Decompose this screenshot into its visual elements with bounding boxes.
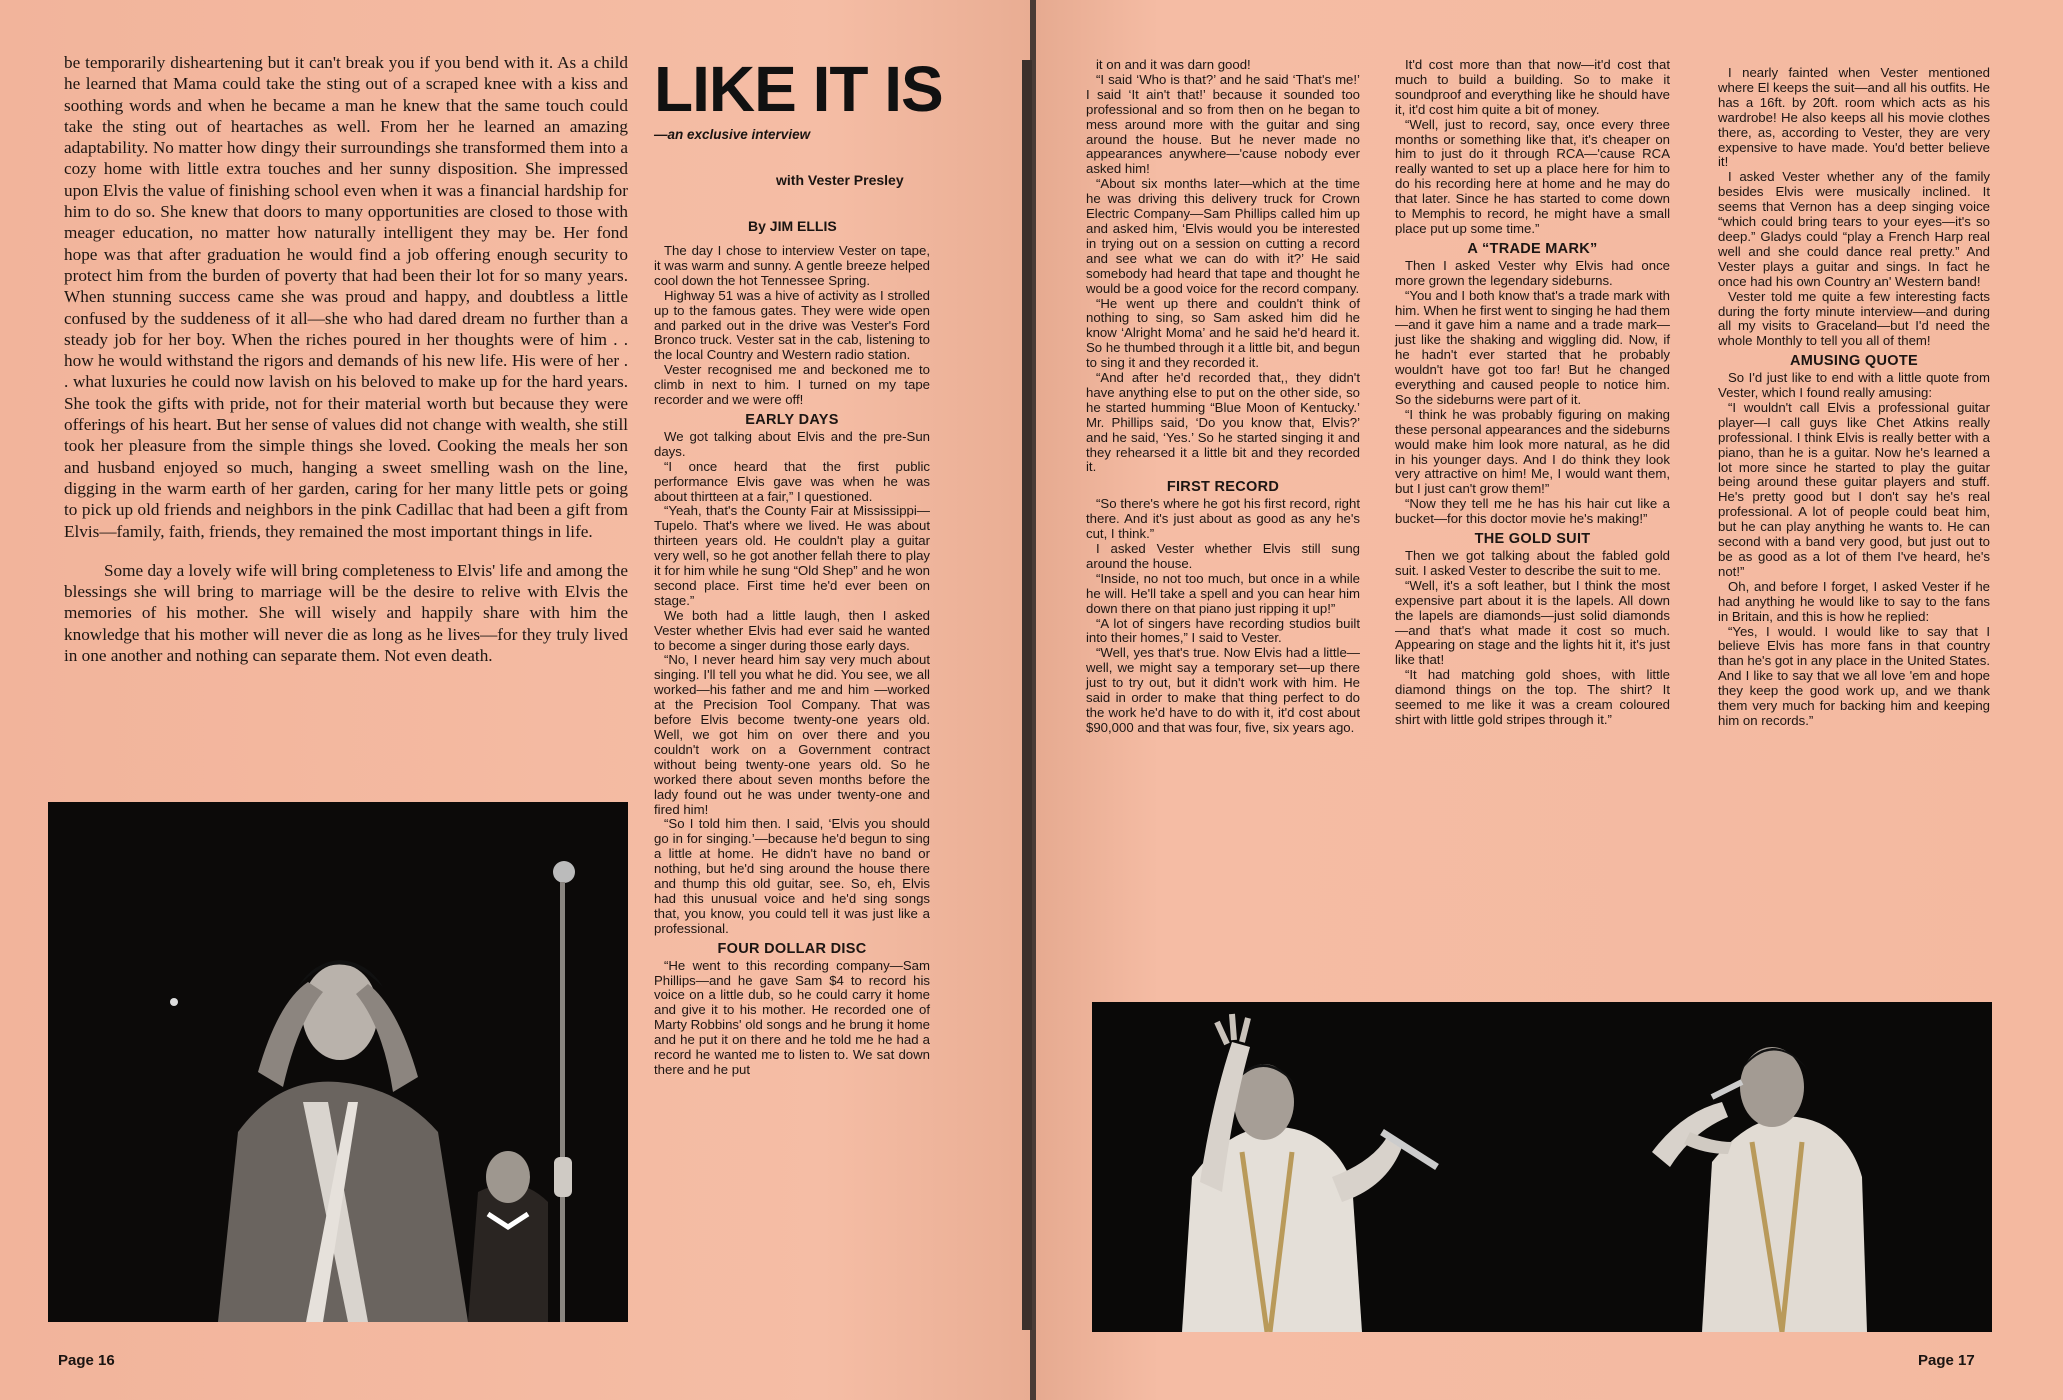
interview-paragraph: So I'd just like to end with a little quote from Vester, which I found really amusing: xyxy=(1718,370,1990,401)
interview-paragraph: Oh, and before I forget, I asked Vester if he had anything he would like to say to the fans in Britain, and this is how he replied: xyxy=(1718,578,1990,624)
interview-paragraph: “Now they tell me he has his hair cut like a bucket—for this doctor movie he's making!” xyxy=(1395,496,1670,527)
right-page xyxy=(1036,0,2063,1400)
concert-photo-left xyxy=(48,802,628,1322)
interview-paragraph: I nearly fainted when Vester mentioned where El keeps the suit—and all his outfits. He has a 16ft. by 20ft. room which acts as his wardrobe! He also keeps all his movie clothes there, as, according to Vester, they are very expensive to have made. You'd better believe it! xyxy=(1718,65,1990,170)
interview-paragraph: I asked Vester whether any of the family besides Elvis were musically inclined. It seems that Vernon has a deep singing voice “which could bring tears to your eyes—it's so deep.” Gladys could “play a French Harp real well and she could dance real pretty.” And Vester plays a guitar and sings. In fact he once had his own Country an' Western band! xyxy=(1718,169,1990,289)
section-heading: A “TRADE MARK” xyxy=(1467,240,1598,257)
interview-paragraph: Highway 51 was a hive of activity as I strolled up to the famous gates. They were wide open and parked out in the drive was Vester's Ford Bronco truck. Vester sat in the cab, listening to the local Country and Western radio station. xyxy=(654,287,930,363)
article-with: with Vester Presley xyxy=(776,172,904,188)
interview-paragraph: It'd cost more than that now—it'd cost that much to build a building. So to make it soundproof and everything like he should have it, it'd cost him quite a bit of money. xyxy=(1395,57,1670,117)
page-number: Page 16 xyxy=(58,1352,115,1369)
interview-paragraph: “It had matching gold shoes, with little diamond things on the top. The shirt? It seemed to me like it was a cream coloured shirt with little gold stripes through it.” xyxy=(1395,667,1670,727)
interview-paragraph: The day I chose to interview Vester on tape, it was warm and sunny. A gentle breeze helped cool down the hot Tennessee Spring. xyxy=(654,243,930,288)
interview-paragraph: “Well, just to record, say, once every three months or something like that, it's cheaper on him to just do it through RCA—'cause RCA really wanted to set up a place here for him to do his recording here at home and he may do that later. Since he has started to come down to Memphis to record, he might have a small place put up some time.” xyxy=(1395,116,1670,236)
interview-paragraph: “A lot of singers have recording studios built into their homes,” I said to Vester. xyxy=(1086,615,1360,646)
article-subtitle: —an exclusive interview xyxy=(654,127,811,142)
jumpsuit-performers-illustration xyxy=(1092,1002,1992,1332)
interview-paragraph: “Yeah, that's the County Fair at Mississippi—Tupelo. That's where we lived. He was about thirteen years old. He couldn't play a guitar very well, so he got another fellah there to play it for him while he sung “Old Shep” and he won second place. First time he'd ever been on stage.” xyxy=(654,503,930,608)
interview-paragraph: “You and I both know that's a trade mark with him. When he first went to singing he had them—and it gave him a name and a trade mark—just like the shaking and wiggling did. Now, if he hadn't ever started that he probably wouldn't have got too far! But he changed everything and caused people to notice him. So the sideburns were part of it. xyxy=(1395,287,1670,407)
interview-column xyxy=(654,244,930,1078)
gutter-shadow xyxy=(1022,60,1032,1330)
article-byline: By JIM ELLIS xyxy=(748,218,837,234)
section-heading: FOUR DOLLAR DISC xyxy=(717,940,867,957)
interview-paragraph: “Yes, I would. I would like to say that I believe Elvis has more fans in that country than he's got in any place in the United States. And I like to say that we all love 'em and hope they keep the good work up, and we thank them very much for backing him and keeping him on records.” xyxy=(1718,623,1990,728)
essay-paragraph: Some day a lovely wife will bring completeness to Elvis' life and among the blessings she will bring to marriage will be the desire to relive with Elvis the memories of his mother. She will wisely and happily share with him the knowledge that his mother will never die as long as he lives—for they truly lived in one another and nothing can separate them. Not even death. xyxy=(64,560,628,666)
interview-paragraph: “About six months later—which at the time he was driving this delivery truck for Crown Electric Company—Sam Phillips called him up and asked him, ‘Elvis would you be interested in trying out on a session on cutting a record and see what we can do with it?’ He said somebody had heard that tape and thought he would be a good voice for the record company. xyxy=(1086,176,1360,296)
section-heading: THE GOLD SUIT xyxy=(1474,531,1591,548)
interview-column-3 xyxy=(1718,66,1990,729)
interview-paragraph: Then we got talking about the fabled gold suit. I asked Vester to describe the suit to me. xyxy=(1395,548,1670,578)
interview-paragraph: “I said ‘Who is that?’ and he said ‘That's me!’ I said ‘It ain't that!’ because it sounded too professional and so from then on he began to mess around more with the guitar and sing around the house. But he never made no appearances anywhere—'cause nobody ever asked him! xyxy=(1086,71,1360,177)
interview-paragraph: “I think he was probably figuring on making these personal appearances and the sideburns would make him look more natural, as he did in his younger days. And I do think they look very attractive on him! Me, I would want them, but I just can't grow them!” xyxy=(1395,406,1670,497)
interview-paragraph: “So there's where he got his first record, right there. And it's just about as good as any he's cut, I think.” xyxy=(1086,496,1360,542)
interview-paragraph: Then I asked Vester why Elvis had once more grown the legendary sideburns. xyxy=(1395,257,1670,288)
interview-paragraph: “He went up there and couldn't think of nothing to sing, so Sam asked him did he know ‘Alright Moma’ and he said he'd heard it. So he thumbed through it a little bit, and begun to sing it and they recorded it. xyxy=(1086,295,1360,371)
section-heading: AMUSING QUOTE xyxy=(1790,353,1918,370)
interview-paragraph: “I wouldn't call Elvis a professional guitar player—I call guys like Chet Atkins really professional. I think Elvis is really better with a piano, than he is a guitar. Now he's learned a lot more since he started to play the guitar being around these guitar players and stuff. He's pretty good but I don't say he's real professional. A lot of people could beat him, but he can play anything he wants to. He can second with a band very good, but just out to be as good as a lot of them I've heard, he's not!” xyxy=(1718,399,1990,579)
article-title: LIKE IT IS xyxy=(654,53,943,125)
interview-paragraph: I asked Vester whether Elvis still sung around the house. xyxy=(1086,541,1360,571)
interview-paragraph: “He went to this recording company—Sam Phillips—and he gave Sam $4 to record his voice on a little dub, so he could carry it home and give it to his mother. He recorded one of Marty Robbins' old songs and he brung it home and he put it on there and he told me he had a record he wanted me to listen to. We sat down there and he put xyxy=(654,957,930,1077)
interview-paragraph: “So I told him then. I said, ‘Elvis you should go in for singing.’—because he'd begun to sing a little at home. He didn't have no band or nothing, but he'd sing around the house there and thump this old guitar, see. So, eh, Elvis had this unusual voice and he'd sing songs that, you know, you could tell it was just like a professional. xyxy=(654,816,930,936)
interview-paragraph: it on and it was darn good! xyxy=(1096,57,1251,72)
interview-paragraph: “Well, it's a soft leather, but I think the most expensive part about it is the lapels. All down the lapels are diamonds—just solid diamonds—and that's what made it cost so much. Appearing on stage and the lights hit it, it's just like that! xyxy=(1395,577,1670,668)
section-heading: FIRST RECORD xyxy=(1166,479,1280,496)
performer-illustration xyxy=(48,802,628,1322)
page-number: Page 17 xyxy=(1918,1352,1975,1369)
essay-paragraph: be temporarily disheartening but it can't break you if you bend with it. As a child he learned that Mama could take the sting out of a scraped knee with a kiss and soothing words and when he became a man he knew that the same touch could take the sting out of heartaches as well. From her he learned an amazing adaptability. No matter how dingy their surroundings she transformed them into a cozy home with little extra touches and her sunny disposition. She impressed upon Elvis the value of finishing school even when it was a financial hardship for him to do so. She knew that doors to many opportunities are closed to those with meager education, no matter how naturally intelligent they may be. Her fond hope was that after graduation he would find a job offering enough security to protect him from the burden of poverty that had been their lot for so many years. When stunning success came she was proud and happy, and doubtless a little confused by the suddeness of it all—she who had dared dream no further than a steady job for her boy. When the riches poured in her thoughts were of him . . how he would withstand the rigors and demands of his new life. His were of her . . what luxuries he could now lavish on his beloved to make up for the hard years. She took the gifts with pride, not for their material worth but because they were offerings of his heart. But her sense of values did not change with wealth, she still took her pleasure from the simple things she loved. Cooking the meals her son and husband enjoyed so much, hanging a sweet smelling wash on the line, digging in the warm earth of her garden, caring for her many little pets or going to pick up old friends and neighbors in the pink Cadillac that had been a gift from Elvis—family, faith, friends, they remained the most important things in life. xyxy=(64,53,628,541)
interview-column-2 xyxy=(1395,58,1670,728)
interview-paragraph: We both had a little laugh, then I asked Vester whether Elvis had ever said he wanted to become a singer during those early days. xyxy=(654,607,930,653)
section-heading: EARLY DAYS xyxy=(745,411,839,428)
essay-text xyxy=(64,52,628,684)
interview-column-1 xyxy=(1086,58,1360,736)
interview-paragraph: “No, I never heard him say very much about singing. I'll tell you what he did. You see, we all worked—his father and me and him —worked at the Precision Tool Company. That was before Elvis become twenty-one years old. Well, we got him on over there and you couldn't work on a Government contract without being twenty-one years old. So he worked there about seven months before the lady found out he was under twenty-one and fired him! xyxy=(654,652,930,817)
left-page xyxy=(0,0,1030,1400)
interview-paragraph: Vester told me quite a few interesting facts during the forty minute interview—and during all my visits to Graceland—but I'd need the whole Monthly to tell you all of them! xyxy=(1718,288,1990,349)
interview-paragraph: “Well, yes that's true. Now Elvis had a little—well, we might say a temporary set—up there just to try out, but it didn't work with him. He said in order to make that thing perfect to do the work he'd have to do with it, it'd cost about $90,000 and that was four, five, six years ago. xyxy=(1086,645,1360,735)
interview-paragraph: “And after he'd recorded that,, they didn't have anything else to put on the other side, so he started humming “Blue Moon of Kentucky.’ Mr. Phillips said, ‘Do you know that, Elvis?’ and he said, ‘Yes.’ So he started singing it and they rehearsed it a little bit and they recorded it. xyxy=(1086,370,1360,475)
concert-photo-right xyxy=(1092,1002,1992,1332)
interview-paragraph: We got talking about Elvis and the pre-Sun days. xyxy=(654,428,930,459)
interview-paragraph: “I once heard that the first public performance Elvis gave was when he was about thirtteen at a fair,” I questioned. xyxy=(654,458,930,504)
interview-paragraph: “Inside, no not too much, but once in a while he will. He'll take a spell and you can hear him down there on that piano just ripping it up!” xyxy=(1086,570,1360,616)
interview-paragraph: Vester recognised me and beckoned me to climb in next to him. I turned on my tape recorder and we were off! xyxy=(654,362,930,408)
